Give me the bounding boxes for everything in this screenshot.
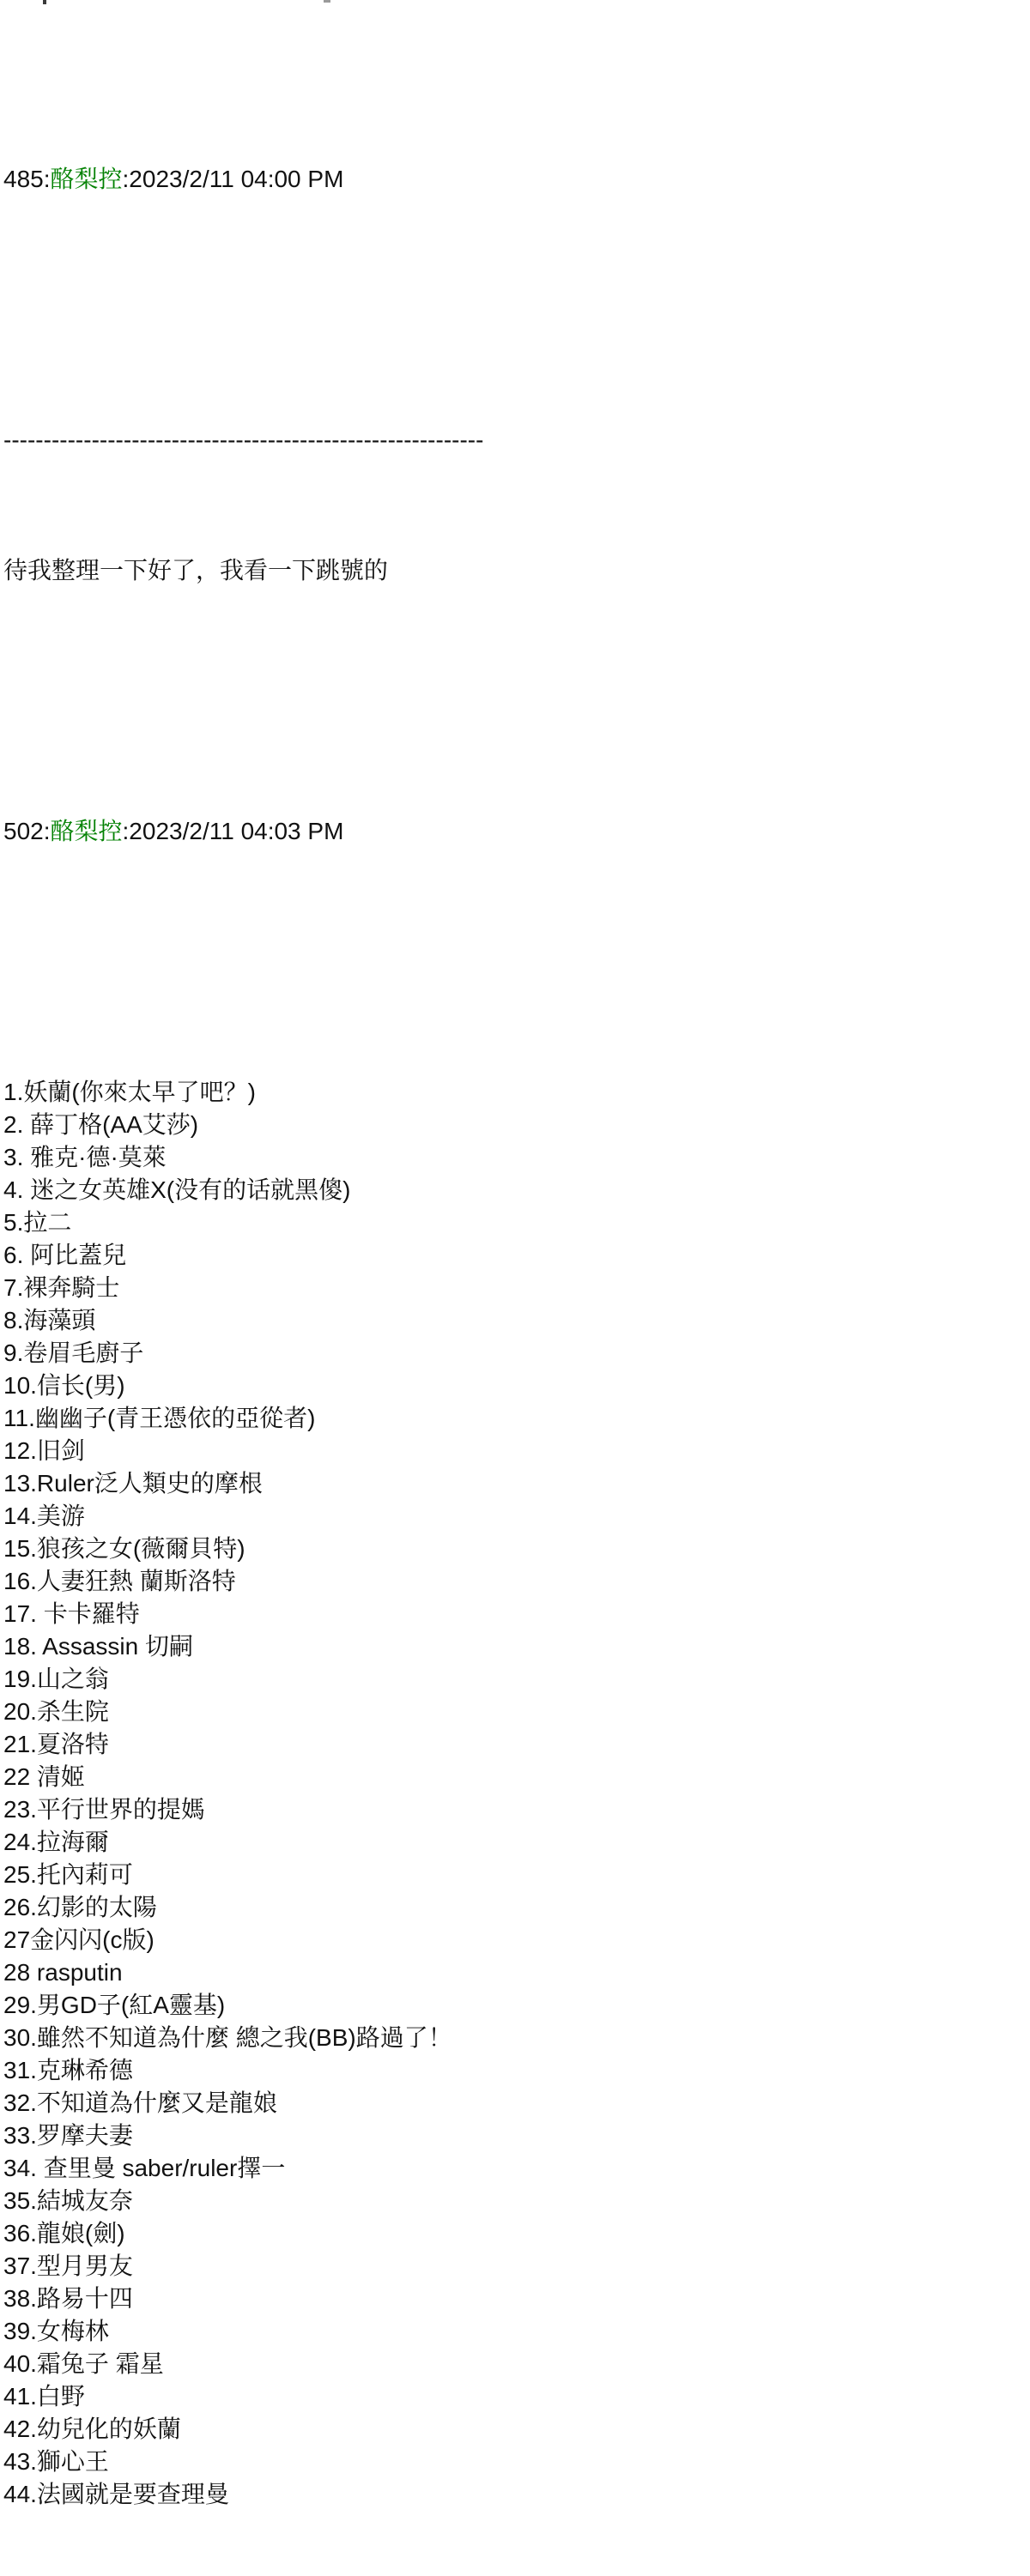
list-item: 33.罗摩夫妻 xyxy=(3,2122,133,2149)
post-timestamp: 2023/2/11 04:00 PM xyxy=(129,166,344,192)
list-item: 29.男GD子(紅A靈基) xyxy=(3,1992,226,2018)
list-item: 8.海藻頭 xyxy=(3,1307,96,1333)
thread-content xyxy=(3,65,1025,2576)
list-item: 25.托內莉可 xyxy=(3,1861,133,1888)
poster-name: 酪梨控 xyxy=(50,818,123,844)
list-item: 24.拉海爾 xyxy=(3,1829,109,1855)
list-item: 28 rasputin xyxy=(3,1959,123,1986)
header-colon: : xyxy=(43,166,51,192)
list-item: 39.女梅林 xyxy=(3,2318,109,2344)
list-item: 19.山之翁 xyxy=(3,1666,109,1692)
post-number: 485 xyxy=(3,166,44,192)
clipped-glyph-fragment xyxy=(324,0,330,3)
list-item: 7.裸奔騎士 xyxy=(3,1274,120,1301)
clipped-previous-line xyxy=(0,0,1030,5)
header-colon: : xyxy=(122,818,130,844)
post-header-485 xyxy=(3,163,1025,196)
list-item: 11.幽幽子(青王憑依的亞從者) xyxy=(3,1405,316,1431)
list-item: 10.信长(男) xyxy=(3,1372,125,1399)
header-colon: : xyxy=(43,818,51,844)
post-header-502 xyxy=(3,815,1025,848)
list-item: 3. 雅克·德·莫萊 xyxy=(3,1144,167,1170)
list-item: 42.幼兒化的妖蘭 xyxy=(3,2416,181,2442)
list-item: 9.卷眉毛廚子 xyxy=(3,1339,144,1366)
list-item: 18. Assassin 切嗣 xyxy=(3,1633,193,1660)
post-timestamp: 2023/2/11 04:03 PM xyxy=(129,818,344,844)
list-item: 14.美游 xyxy=(3,1503,85,1529)
header-colon: : xyxy=(122,166,130,192)
list-item: 35.結城友奈 xyxy=(3,2187,133,2214)
list-item: 6. 阿比蓋兒 xyxy=(3,1242,127,1268)
blank-line xyxy=(3,293,1025,326)
list-item: 40.霜兔子 霜星 xyxy=(3,2350,164,2377)
servant-list xyxy=(3,1076,1025,2511)
post-body-text: 待我整理一下好了，我看一下跳號的 xyxy=(3,557,389,584)
list-item: 26.幻影的太陽 xyxy=(3,1894,157,1920)
list-item: 34. 查里曼 saber/ruler擇一 xyxy=(3,2155,286,2181)
list-item: 44.法國就是要查理曼 xyxy=(3,2481,229,2507)
list-item: 27金闪闪(c版) xyxy=(3,1926,154,1953)
list-item: 32.不知道為什麼又是龍娘 xyxy=(3,2089,277,2116)
blank-line xyxy=(3,685,1025,717)
list-item: 23.平行世界的提媽 xyxy=(3,1796,205,1823)
list-item: 31.克琳希德 xyxy=(3,2057,133,2083)
list-item: 37.型月男友 xyxy=(3,2252,133,2279)
list-item: 36.龍娘(劍) xyxy=(3,2220,125,2246)
list-item: 12.旧剑 xyxy=(3,1437,85,1464)
dashed-separator: ------------------------------------------------------------ xyxy=(3,426,484,453)
list-item: 30.雖然不知道為什麼 總之我(BB)路過了！ xyxy=(3,2024,452,2051)
post-number: 502 xyxy=(3,818,44,844)
list-item: 43.獅心王 xyxy=(3,2448,109,2475)
list-item: 41.白野 xyxy=(3,2383,85,2410)
list-item: 17. 卡卡羅特 xyxy=(3,1600,140,1627)
list-item: 38.路易十四 xyxy=(3,2285,133,2312)
list-item: 22 清姬 xyxy=(3,1763,85,1790)
list-item: 4. 迷之女英雄X(没有的话就黑傻) xyxy=(3,1176,351,1203)
list-item: 16.人妻狂熱 蘭斯洛特 xyxy=(3,1568,236,1594)
list-item: 2. 薛丁格(AA艾莎) xyxy=(3,1111,199,1138)
list-item: 20.杀生院 xyxy=(3,1698,109,1725)
list-item: 5.拉二 xyxy=(3,1209,72,1236)
list-item: 21.夏洛特 xyxy=(3,1731,109,1757)
list-item: 15.狼孩之女(薇爾貝特) xyxy=(3,1535,245,1562)
poster-name: 酪梨控 xyxy=(50,166,123,192)
blank-line xyxy=(3,946,1025,978)
clipped-glyph-fragment xyxy=(43,0,46,4)
list-item: 1.妖蘭(你來太早了吧？) xyxy=(3,1079,257,1105)
list-item: 13.Ruler泛人類史的摩根 xyxy=(3,1470,263,1497)
